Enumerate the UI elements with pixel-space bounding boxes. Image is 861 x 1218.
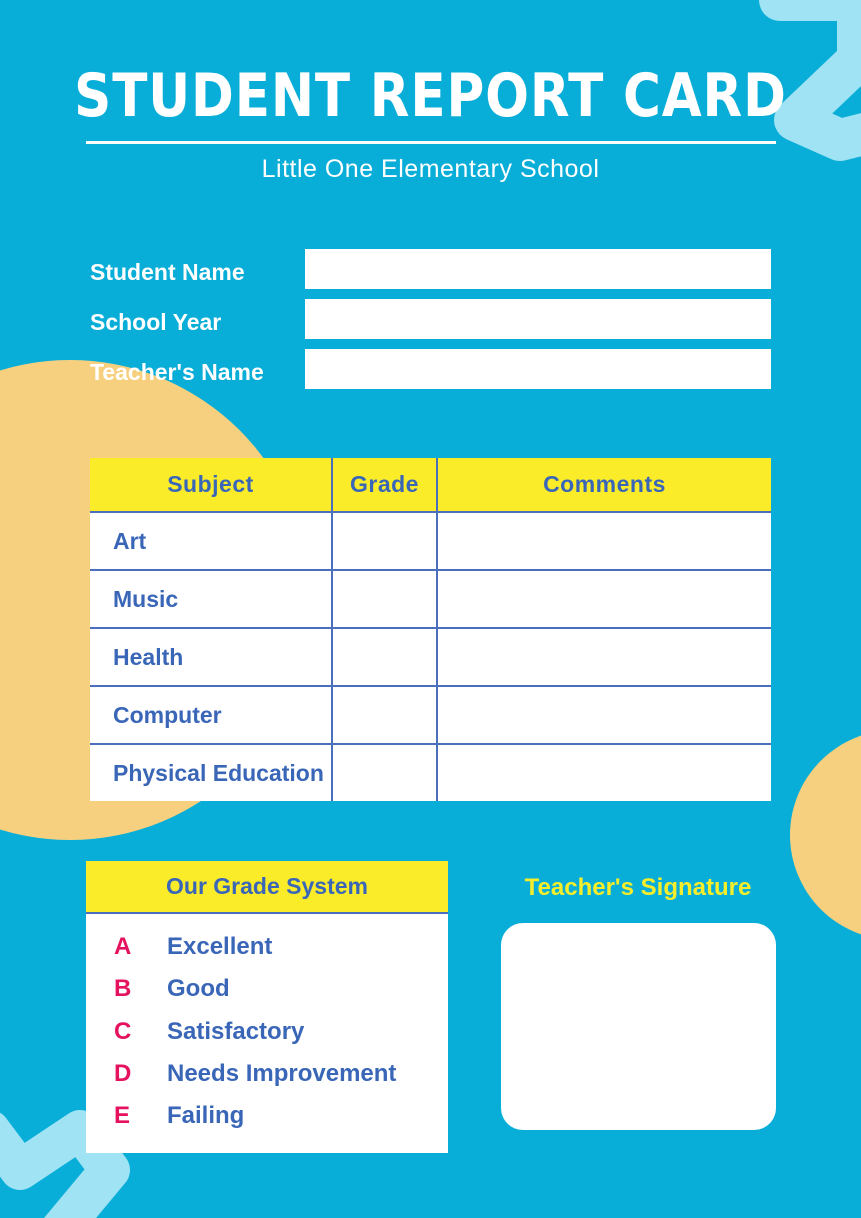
grade-cell[interactable] — [332, 570, 437, 628]
comments-cell[interactable] — [437, 628, 771, 686]
grade-description: Failing — [167, 1102, 245, 1129]
grade-description: Satisfactory — [167, 1018, 305, 1045]
decor-peach-circle-right — [790, 730, 861, 940]
table-row — [90, 686, 771, 744]
grade-letter: E — [114, 1102, 131, 1129]
grade-letter: D — [114, 1060, 132, 1087]
signature-label: Teacher's Signature — [524, 874, 752, 901]
comments-cell[interactable] — [437, 686, 771, 744]
grade-system-item — [86, 927, 448, 967]
page-title: STUDENT REPORT CARD — [74, 61, 787, 131]
teacher-name-label: Teacher's Name — [90, 359, 264, 385]
grade-letter: A — [114, 933, 132, 960]
grade-system-item — [86, 1096, 448, 1136]
grade-cell[interactable] — [332, 512, 437, 570]
grade-system-item — [86, 969, 448, 1009]
title-divider — [86, 141, 776, 144]
column-header-comments: Comments — [437, 458, 771, 512]
grade-letter: B — [114, 975, 132, 1002]
subject-cell: Health — [90, 628, 332, 686]
student-name-label: Student Name — [90, 259, 245, 285]
grade-description: Needs Improvement — [167, 1060, 397, 1087]
subject-cell: Art — [90, 512, 332, 570]
comments-cell[interactable] — [437, 570, 771, 628]
grades-table-header — [90, 458, 771, 512]
grade-description: Good — [167, 975, 230, 1002]
grades-table — [90, 458, 771, 801]
grade-cell[interactable] — [332, 686, 437, 744]
column-header-grade: Grade — [332, 458, 437, 512]
grade-system-panel — [86, 861, 448, 1153]
grade-cell[interactable] — [332, 744, 437, 801]
grade-cell[interactable] — [332, 628, 437, 686]
subject-cell: Physical Education — [90, 744, 332, 801]
comments-cell[interactable] — [437, 512, 771, 570]
school-year-field[interactable] — [305, 299, 771, 339]
table-row — [90, 628, 771, 686]
subject-cell: Music — [90, 570, 332, 628]
signature-box[interactable] — [501, 923, 776, 1130]
teacher-name-field[interactable] — [305, 349, 771, 389]
school-name: Little One Elementary School — [261, 155, 600, 183]
comments-cell[interactable] — [437, 744, 771, 801]
grade-system-item — [86, 1012, 448, 1052]
grade-letter: C — [114, 1018, 132, 1045]
school-year-label: School Year — [90, 309, 222, 335]
table-row — [90, 744, 771, 801]
grade-description: Excellent — [167, 933, 273, 960]
grade-system-item — [86, 1054, 448, 1094]
column-header-subject: Subject — [90, 458, 332, 512]
table-row — [90, 570, 771, 628]
student-name-field[interactable] — [305, 249, 771, 289]
subject-cell: Computer — [90, 686, 332, 744]
table-row — [90, 512, 771, 570]
grade-system-title: Our Grade System — [86, 861, 448, 914]
